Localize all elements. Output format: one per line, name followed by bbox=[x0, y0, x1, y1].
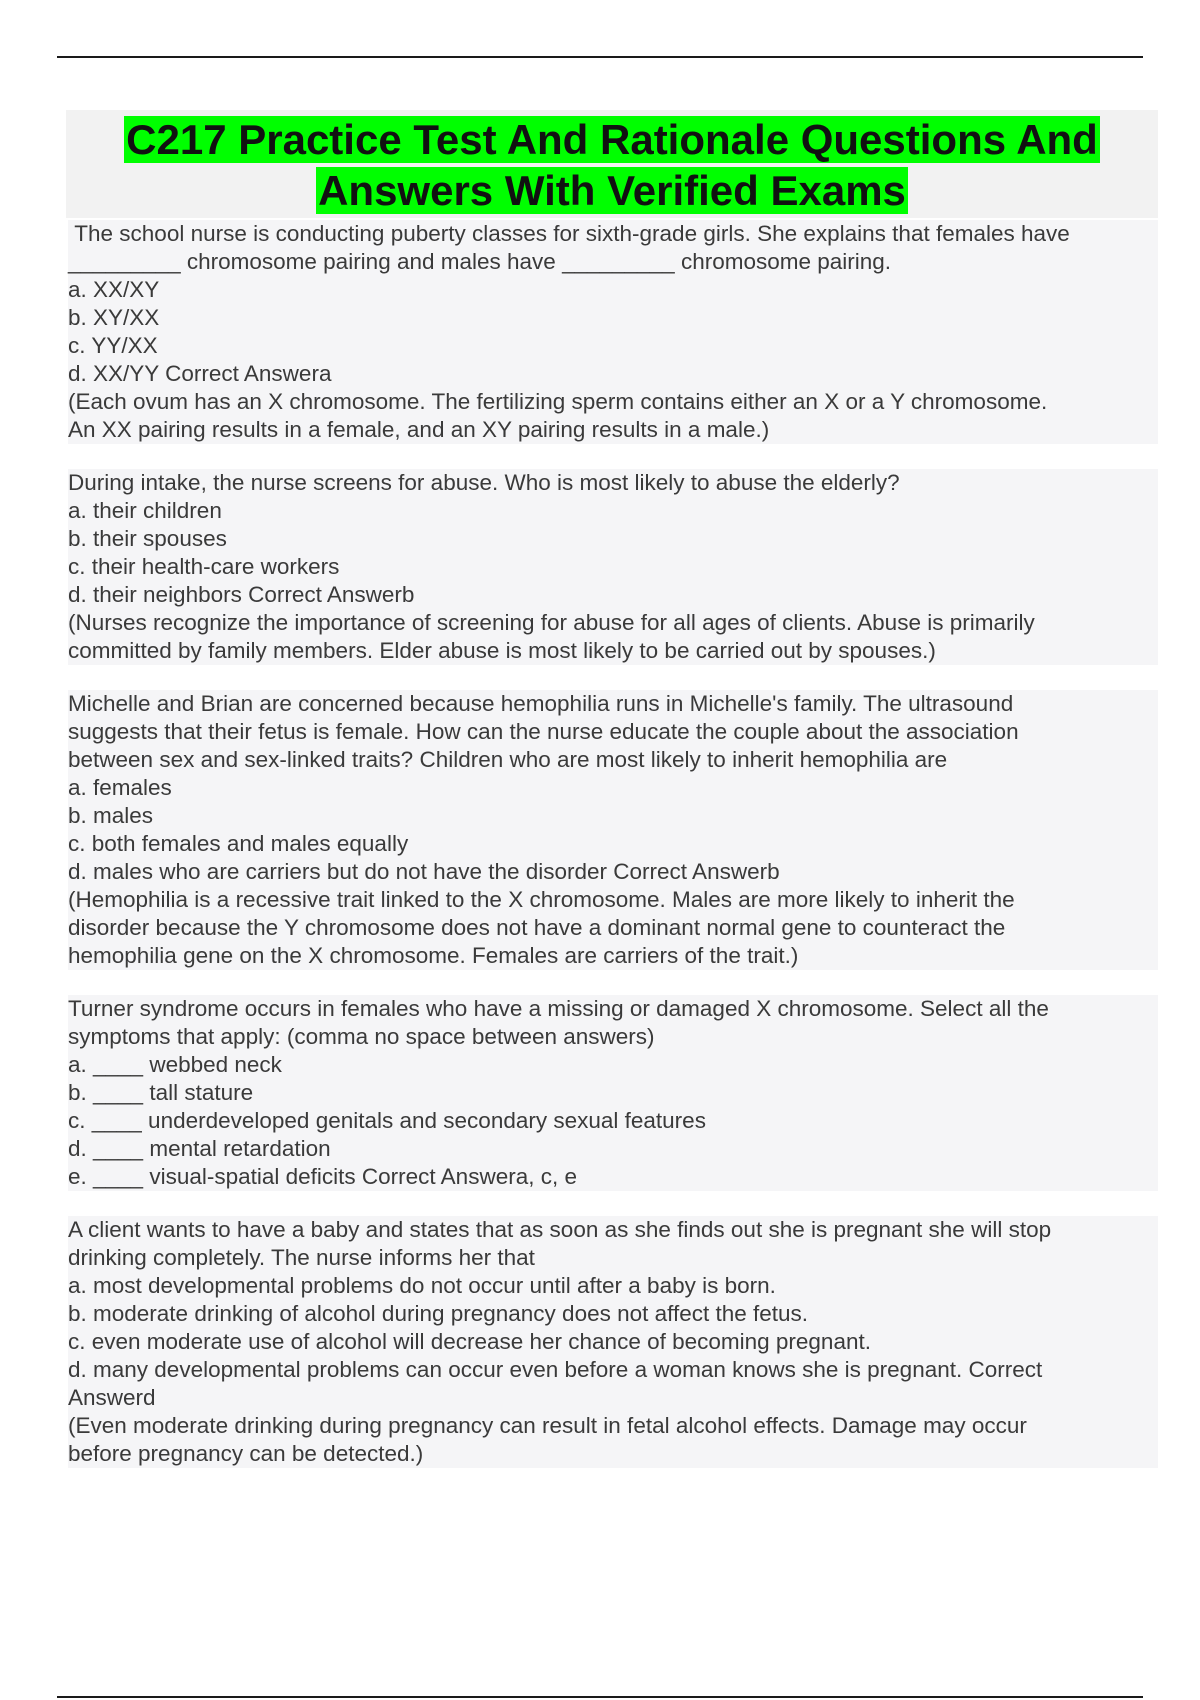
question-line: Turner syndrome occurs in females who have a missing or damaged X chromosome. Select all the bbox=[68, 996, 1049, 1021]
answer-option: c. even moderate use of alcohol will decrease her chance of becoming pregnant. bbox=[68, 1329, 871, 1354]
question-line: suggests that their fetus is female. How can the nurse educate the couple about the association bbox=[68, 719, 1019, 744]
answer-option: c. YY/XX bbox=[68, 333, 158, 358]
question-block bbox=[68, 469, 1158, 665]
rationale-line: disorder because the Y chromosome does not have a dominant normal gene to counteract the bbox=[68, 915, 1006, 940]
answer-option: a. ____ webbed neck bbox=[68, 1052, 282, 1077]
question-block bbox=[68, 995, 1158, 1191]
question-line: symptoms that apply: (comma no space between answers) bbox=[68, 1024, 655, 1049]
rationale-line: (Even moderate drinking during pregnancy can result in fetal alcohol effects. Damage may occur bbox=[68, 1413, 1027, 1438]
rationale-line: An XX pairing results in a female, and an XY pairing results in a male.) bbox=[68, 417, 770, 442]
page-title: C217 Practice Test And Rationale Questions And Answers With Verified Exams bbox=[126, 116, 1098, 214]
answer-option: a. females bbox=[68, 775, 172, 800]
rationale-line: before pregnancy can be detected.) bbox=[68, 1441, 424, 1466]
rationale-line: hemophilia gene on the X chromosome. Females are carriers of the trait.) bbox=[68, 943, 799, 968]
answer-option: c. their health-care workers bbox=[68, 554, 340, 579]
answer-option: a. most developmental problems do not occur until after a baby is born. bbox=[68, 1273, 776, 1298]
rationale-line: committed by family members. Elder abuse is most likely to be carried out by spouses.) bbox=[68, 638, 936, 663]
answer-option: c. both females and males equally bbox=[68, 831, 409, 856]
answer-option: a. their children bbox=[68, 498, 222, 523]
answer-option: Answerd bbox=[68, 1385, 156, 1410]
question-line: During intake, the nurse screens for abuse. Who is most likely to abuse the elderly? bbox=[68, 470, 900, 495]
rationale-line: (Hemophilia is a recessive trait linked to the X chromosome. Males are more likely to inherit the bbox=[68, 887, 1015, 912]
rationale-line: (Nurses recognize the importance of screening for abuse for all ages of clients. Abuse is primarily bbox=[68, 610, 1035, 635]
answer-option: d. many developmental problems can occur even before a woman knows she is pregnant. Correct bbox=[68, 1357, 1043, 1382]
question-block bbox=[68, 1216, 1158, 1468]
rationale-line: (Each ovum has an X chromosome. The fertilizing sperm contains either an X or a Y chromosome. bbox=[68, 389, 1048, 414]
question-line: A client wants to have a baby and states that as soon as she finds out she is pregnant she will stop bbox=[68, 1217, 1052, 1242]
question-block bbox=[68, 220, 1158, 444]
answer-option: e. ____ visual-spatial deficits Correct Answera, c, e bbox=[68, 1164, 577, 1189]
answer-option: a. XX/XY bbox=[68, 277, 160, 302]
question-block bbox=[68, 690, 1158, 970]
answer-option: b. moderate drinking of alcohol during pregnancy does not affect the fetus. bbox=[68, 1301, 809, 1326]
title-block bbox=[66, 110, 1158, 218]
answer-option: d. their neighbors Correct Answerb bbox=[68, 582, 415, 607]
top-rule bbox=[57, 56, 1143, 58]
answer-option: b. ____ tall stature bbox=[68, 1080, 254, 1105]
answer-option: c. ____ underdeveloped genitals and secondary sexual features bbox=[68, 1108, 706, 1133]
question-line: Michelle and Brian are concerned because hemophilia runs in Michelle's family. The ultrasound bbox=[68, 691, 1014, 716]
question-line: The school nurse is conducting puberty classes for sixth-grade girls. She explains that females have bbox=[68, 221, 1070, 246]
answer-option: d. males who are carriers but do not have the disorder Correct Answerb bbox=[68, 859, 780, 884]
question-line: drinking completely. The nurse informs her that bbox=[68, 1245, 535, 1270]
answer-option: b. XY/XX bbox=[68, 305, 160, 330]
question-line: _________ chromosome pairing and males have _________ chromosome pairing. bbox=[68, 249, 892, 274]
answer-option: b. males bbox=[68, 803, 154, 828]
answer-option: d. ____ mental retardation bbox=[68, 1136, 331, 1161]
answer-option: b. their spouses bbox=[68, 526, 227, 551]
bottom-rule bbox=[57, 1696, 1143, 1698]
question-line: between sex and sex-linked traits? Children who are most likely to inherit hemophilia are bbox=[68, 747, 948, 772]
answer-option: d. XX/YY Correct Answera bbox=[68, 361, 332, 386]
document-body bbox=[68, 110, 1158, 1493]
